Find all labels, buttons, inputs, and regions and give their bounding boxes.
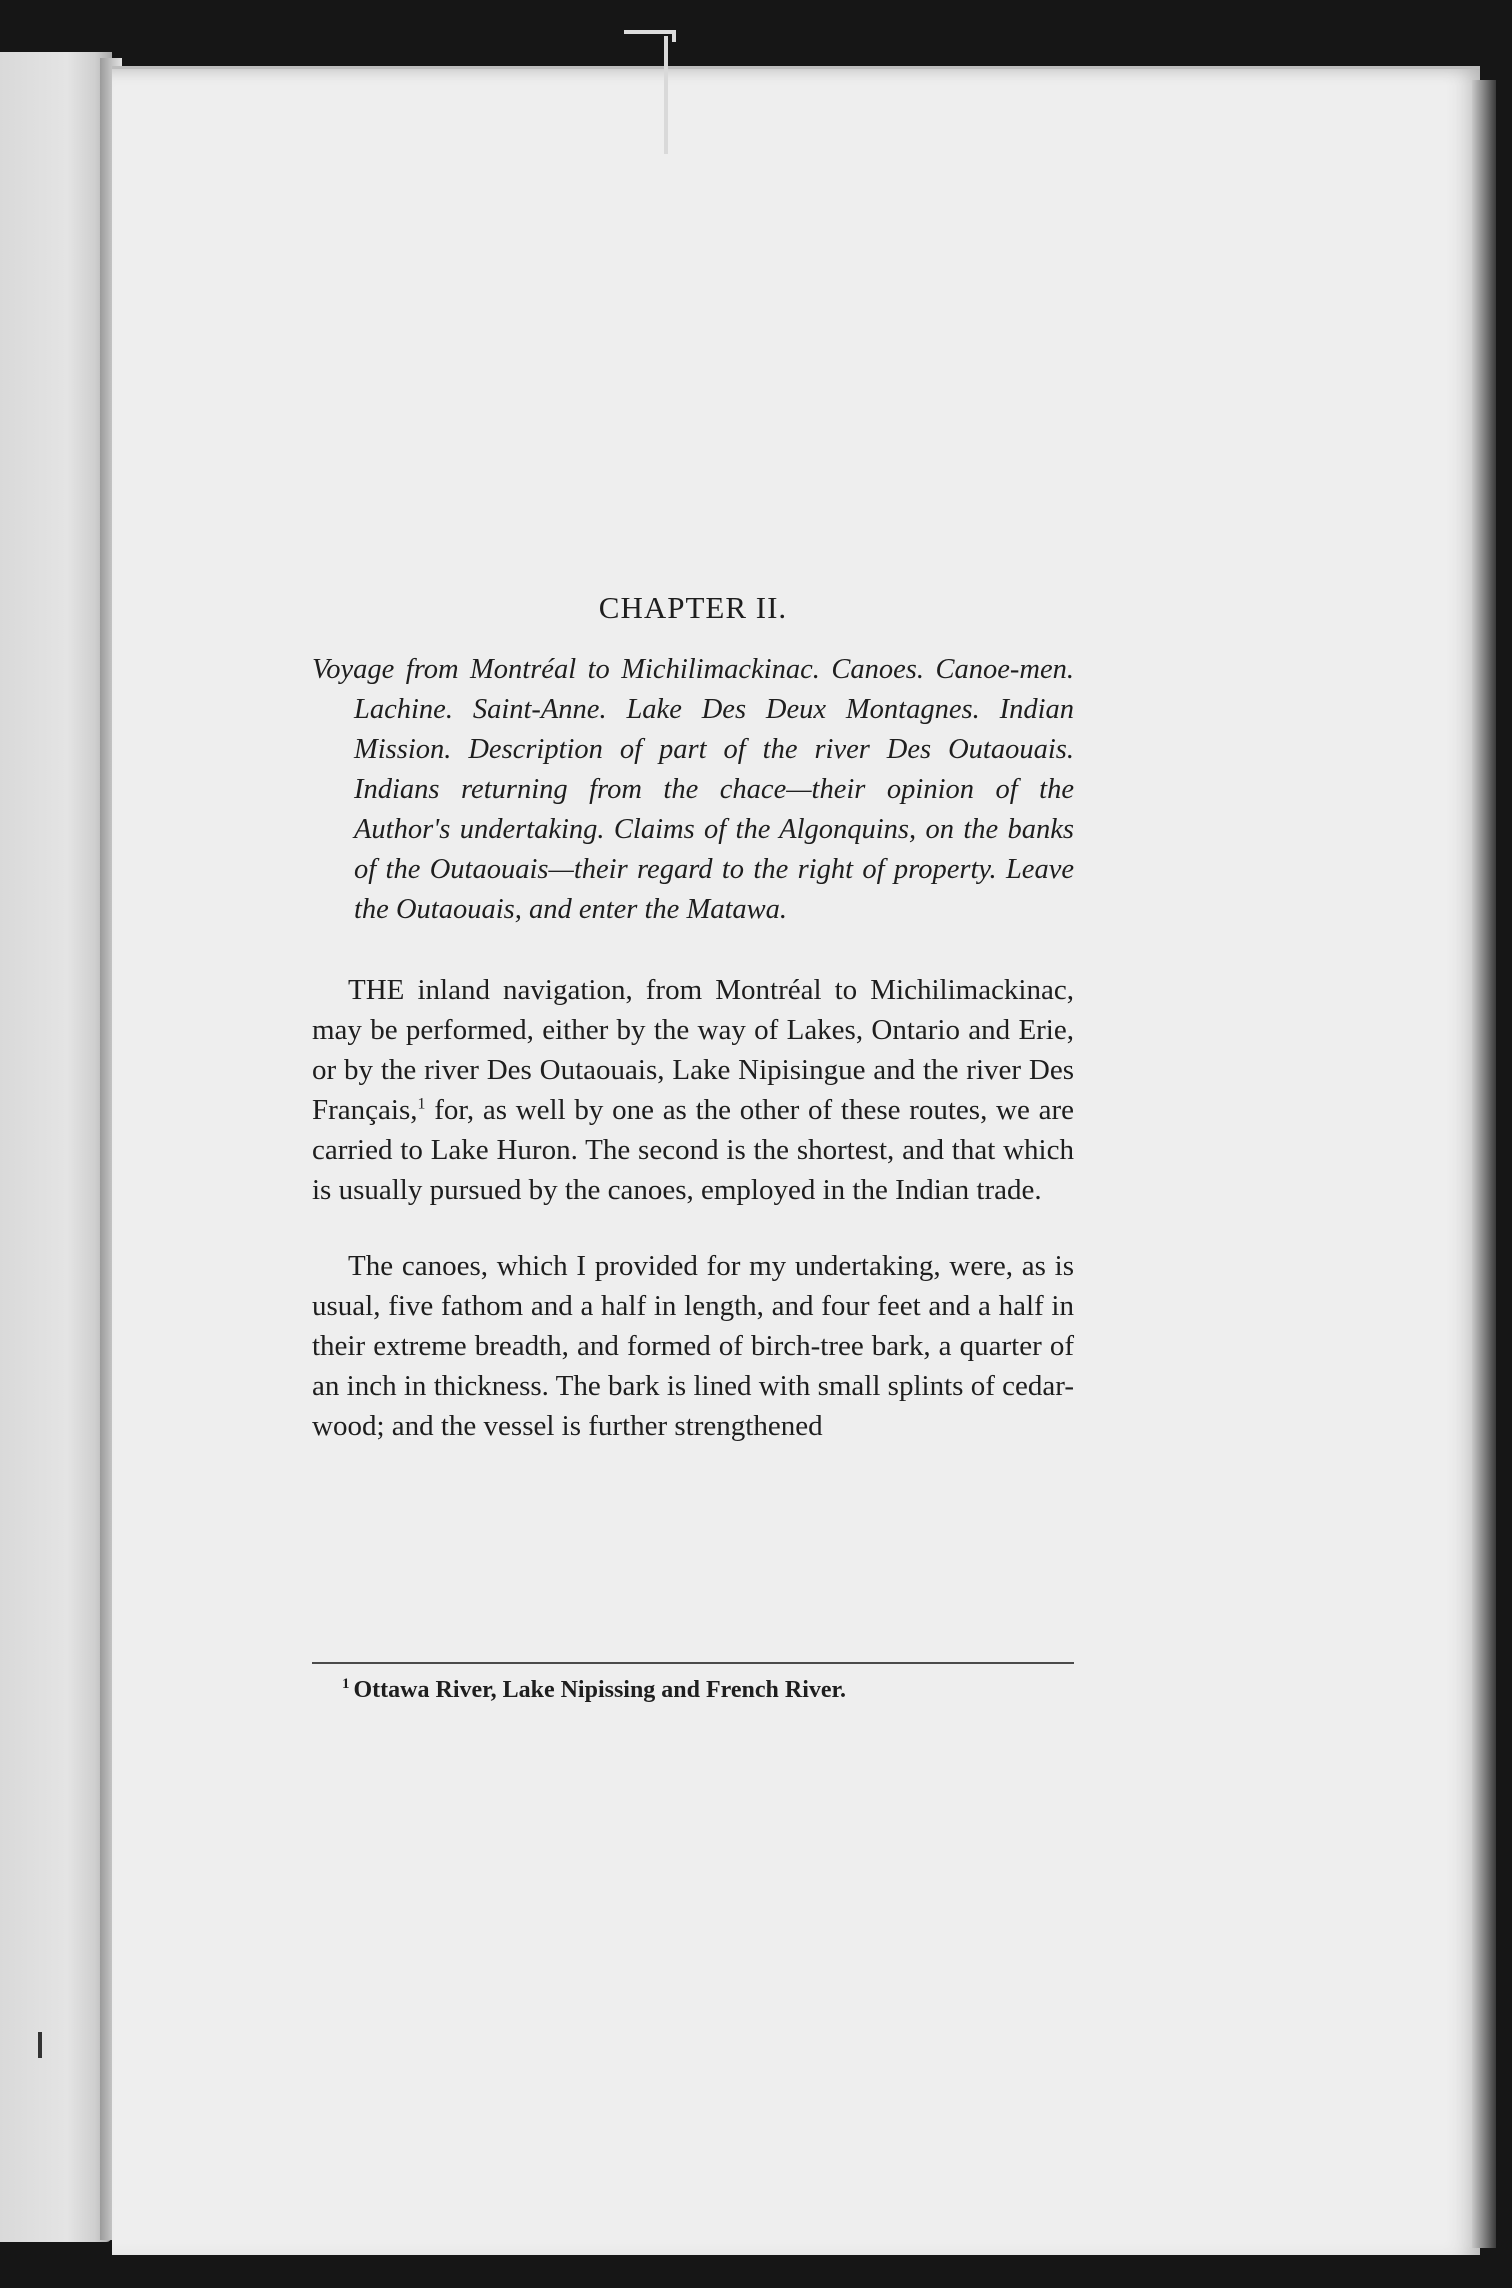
page-content — [312, 590, 1074, 1482]
footnote — [342, 1676, 1074, 1704]
paragraph-2: The canoes, which I provided for my undertaking, were, as is usual, five fathom and a half in length, and four feet and a half in their extreme breadth, and formed of birch-tree bark, a quarter of an inch in thickness. The bark is lined with small splints of cedar-wood; and the vessel is further strengthened — [312, 1250, 1074, 1442]
chapter-summary: Voyage from Montréal to Michilimackinac. Canoes. Canoe-men. Lachine. Saint-Anne. Lake Des Deux Montagnes. Indian Mission. Description of part of the river Des Outaouais. Indians returning from the chace—their opinion of the Author's undertaking. Claims of the Algonquins, on the banks of the Outaouais—their regard to the right of property. Leave the Outaouais, and enter the Matawa. — [312, 654, 1074, 925]
footnote-reference[interactable]: 1 — [417, 1095, 426, 1113]
bookmark-ribbon — [624, 30, 676, 42]
chapter-title: CHAPTER II. — [598, 590, 788, 625]
paragraph-1-part-1: THE inland navigation, from Montréal to Michilimackinac, may be performed, either by the way of Lakes, Ontario and Erie, or by the river Des Outaouais, Lake Nipisingue and the river Des Français, — [312, 974, 1074, 1126]
footnote-divider — [312, 1662, 1074, 1664]
right-page-edge — [1472, 80, 1496, 2248]
footnote-text: Ottawa River, Lake Nipissing and French River. — [353, 1677, 846, 1703]
left-page-edge — [0, 52, 112, 2242]
footnote-number: 1 — [342, 1676, 350, 1692]
bookmark-ribbon-tail — [664, 36, 668, 154]
paragraph-1-part-2: for, as well by one as the other of these routes, we are carried to Lake Huron. The second is the shortest, and that which is usually pursued by the canoes, employed in the Indian trade. — [312, 1094, 1074, 1206]
paragraph-1 — [312, 970, 1074, 1210]
left-page-mark — [38, 2032, 42, 2058]
